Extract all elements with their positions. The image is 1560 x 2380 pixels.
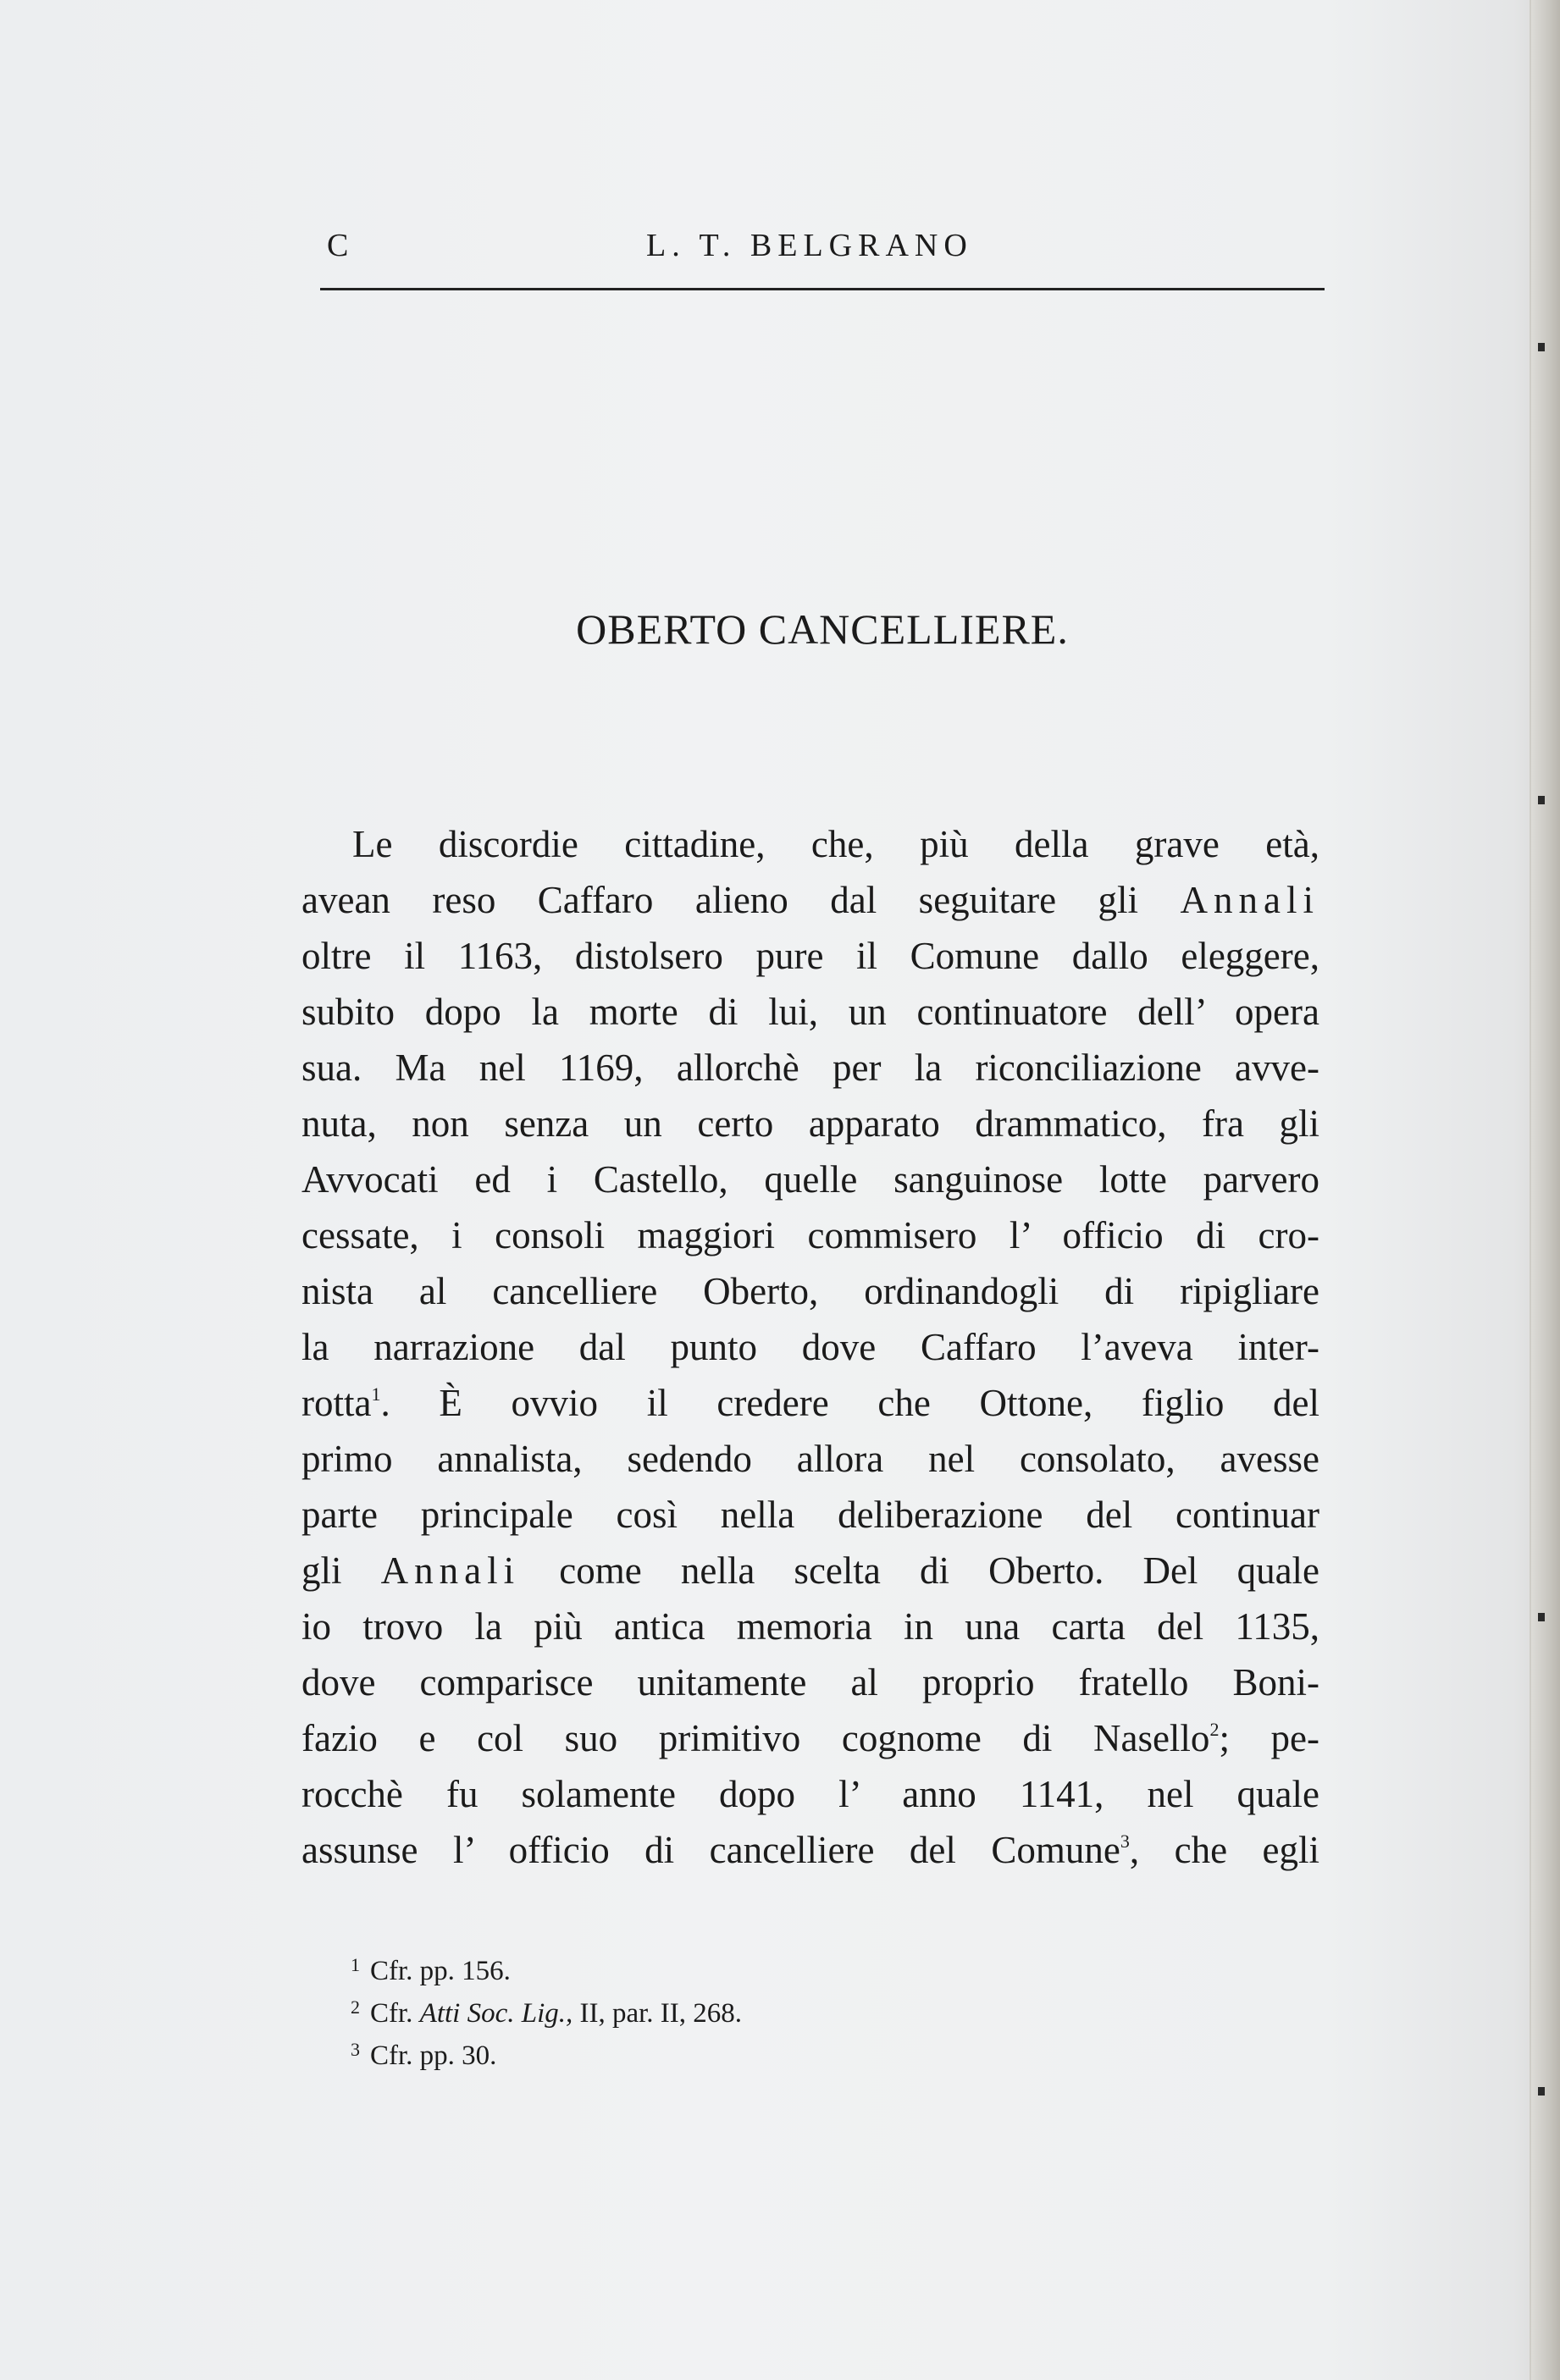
footnote-text: Cfr. pp. 30. xyxy=(370,2040,497,2071)
footnote-text: II, par. II, 268. xyxy=(579,1998,743,2029)
text-line: nuta, non senza un certo apparato drammatico, fra gli xyxy=(301,1102,1319,1145)
text-span: gli xyxy=(301,1549,342,1592)
text-line xyxy=(301,872,1319,928)
footnote xyxy=(351,2029,1113,2071)
page-edge xyxy=(1530,0,1560,2380)
text-line: io trovo la più antica memoria in una carta del 1135, xyxy=(301,1605,1319,1648)
footnote-text: Cfr. pp. 156. xyxy=(370,1956,511,1986)
text-line: nista al cancelliere Oberto, ordinandogli di ripigliare xyxy=(301,1270,1319,1312)
page-number: C xyxy=(327,228,351,263)
text-line: Le discordie cittadine, che, più della grave età, xyxy=(352,823,1319,865)
text-line: primo annalista, sedendo allora nel consolato, avesse xyxy=(301,1438,1319,1480)
page-header xyxy=(320,227,1325,278)
footnote xyxy=(351,1986,1113,2029)
header-rule xyxy=(320,288,1325,290)
footnote-marker: 2 xyxy=(351,1996,360,2018)
footnotes xyxy=(351,1944,1113,2071)
footnote-ref: 2 xyxy=(1209,1719,1220,1740)
text-line: parte principale così nella deliberazione del continuar xyxy=(301,1494,1319,1536)
text-line: oltre il 1163, distolsero pure il Comune dallo eleggere, xyxy=(301,935,1319,977)
footnote-marker: 1 xyxy=(351,1954,360,1975)
edge-mark xyxy=(1538,2087,1545,2096)
body-paragraph xyxy=(301,816,1319,1878)
text-span: avean reso Caffaro alieno dal seguitare gli xyxy=(301,879,1139,921)
text-line: sua. Ma nel 1169, allorchè per la riconciliazione avve- xyxy=(301,1046,1319,1089)
text-span: . È ovvio il credere che Ottone, figlio del xyxy=(380,1382,1319,1424)
text-span: , che egli xyxy=(1129,1829,1319,1871)
text-line xyxy=(301,1543,1319,1599)
spaced-title: Annali xyxy=(380,1549,521,1592)
text-line xyxy=(301,1375,1319,1431)
text-line: la narrazione dal punto dove Caffaro l’aveva inter- xyxy=(301,1326,1319,1368)
running-head: L. T. BELGRANO xyxy=(646,228,973,263)
footnote-text: Cfr. xyxy=(370,1998,413,2029)
text-span: ; pe- xyxy=(1219,1717,1319,1759)
text-span: assunse l’ officio di cancelliere del Comune xyxy=(301,1829,1120,1871)
edge-mark xyxy=(1538,343,1545,351)
chapter-title: OBERTO CANCELLIERE. xyxy=(576,605,1069,653)
text-span: come nella scelta di Oberto. Del quale xyxy=(559,1549,1319,1592)
text-line: cessate, i consoli maggiori commisero l’ officio di cro- xyxy=(301,1214,1319,1256)
text-line: Avvocati ed i Castello, quelle sanguinose lotte parvero xyxy=(301,1158,1319,1201)
text-line xyxy=(301,1822,1319,1878)
edge-mark xyxy=(1538,1613,1545,1621)
text-line: subito dopo la morte di lui, un continuatore dell’ opera xyxy=(301,991,1319,1033)
text-span: fazio e col suo primitivo cognome di Nasello xyxy=(301,1717,1210,1759)
footnote xyxy=(351,1944,1113,1986)
text-line: rocchè fu solamente dopo l’ anno 1141, nel quale xyxy=(301,1773,1319,1815)
edge-mark xyxy=(1538,796,1545,804)
text-span: rotta xyxy=(301,1382,372,1424)
footnote-ref: 3 xyxy=(1120,1831,1130,1852)
footnote-ref: 1 xyxy=(371,1383,381,1405)
text-line: dove comparisce unitamente al proprio fratello Boni- xyxy=(301,1661,1319,1704)
text-line xyxy=(301,1710,1319,1766)
footnote-marker: 3 xyxy=(351,2039,360,2060)
footnote-citation: Atti Soc. Lig., xyxy=(419,1998,573,2029)
spaced-title: Annali xyxy=(1180,879,1319,921)
